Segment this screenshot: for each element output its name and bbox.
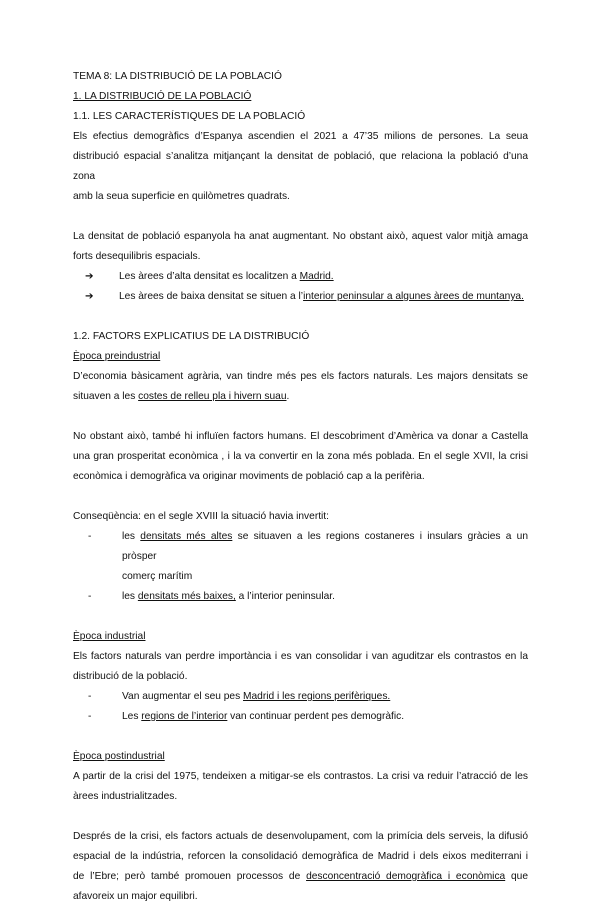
underlined-text: densitats més altes	[140, 531, 233, 542]
list-item	[85, 287, 528, 307]
underlined-text: regions de l’interior	[141, 711, 228, 722]
list-item	[88, 527, 528, 587]
consequence-text: Conseqüència: en el segle XVIII la situació havia invertit:	[73, 511, 329, 522]
dash-bullet-icon: -	[88, 691, 92, 702]
text-line: afavoreix un major equilibri.	[73, 891, 198, 902]
epoch-heading-preindustrial: Època preindustrial	[73, 351, 161, 362]
list-item-text: Les àrees de baixa densitat se situen a l’	[119, 291, 304, 302]
text-line: Els factors naturals van perdre importància i es van consolidar i van aguditzar els contrastos en la	[73, 651, 528, 662]
text-line: D’economia bàsicament agrària, van tindre més pes els factors naturals. Les majors densitats se	[73, 371, 528, 382]
text-line: econòmica i demogràfica va originar moviments de població cap a la perifèria.	[73, 471, 425, 482]
text-fragment: situaven a les	[73, 391, 139, 402]
paragraph-density	[73, 227, 528, 267]
text-line: amb la seua superficie en quilòmetres quadrats.	[73, 191, 290, 202]
list-item	[85, 267, 528, 287]
text-line: distribució de la població.	[73, 671, 188, 682]
text-line: àrees industrialitzades.	[73, 791, 178, 802]
epoch-heading-industrial: Època industrial	[73, 631, 146, 642]
text-fragment: van continuar perdent pes demogràfic.	[227, 711, 405, 722]
text-fragment: se situaven a les regions costaneres i insulars gràcies a un pròsper	[122, 531, 529, 562]
text-fragment: Van augmentar el seu pes	[122, 691, 244, 702]
text-fragment: .	[286, 391, 290, 402]
text-line: A partir de la crisi del 1975, tendeixen a mitigar-se els contrastos. La crisi va reduir l’atracció de les	[73, 771, 528, 782]
dash-bullet-icon: -	[88, 531, 92, 542]
paragraph-after-crisis	[73, 827, 528, 907]
list-item	[88, 687, 528, 707]
text-fragment: a l’interior peninsular.	[235, 591, 335, 602]
text-line	[73, 867, 528, 887]
underlined-text: densitats més baixes,	[137, 591, 236, 602]
document-title: TEMA 8: LA DISTRIBUCIÓ DE LA POBLACIÓ	[73, 71, 282, 82]
text-line	[122, 527, 528, 567]
dash-list	[73, 527, 528, 607]
text-line: Els efectius demogràfics d’Espanya ascendien el 2021 a 47’35 milions de persones. La seua	[73, 131, 528, 142]
text-fragment: les	[122, 531, 141, 542]
arrow-list	[73, 267, 528, 307]
text-fragment: de l’Ebre; però també promouen processos de	[73, 871, 307, 882]
arrow-bullet-icon: ➔	[85, 291, 94, 302]
paragraph-industrial	[73, 647, 528, 687]
paragraph-postindustrial	[73, 767, 528, 807]
text-line	[73, 387, 528, 407]
dash-bullet-icon: -	[88, 711, 92, 722]
underlined-text: Madrid.	[299, 271, 334, 282]
text-line: La densitat de població espanyola ha anat augmentant. No obstant això, aquest valor mitjà amaga	[73, 231, 528, 242]
underlined-text: interior peninsular a algunes àrees de muntanya.	[303, 291, 524, 302]
text-fragment: les	[122, 591, 138, 602]
text-line: Després de la crisi, els factors actuals de desenvolupament, com la primícia dels serveis, la difusió	[73, 831, 528, 842]
text-line: espacial de la indústria, reforcen la consolidació demogràfica de Madrid i dels eixos mediterrani i	[73, 851, 528, 862]
section-heading-1: 1. LA DISTRIBUCIÓ DE LA POBLACIÓ	[73, 91, 252, 102]
text-line: distribució espacial s’analitza mitjançant la densitat de població, que relaciona la població d’una zona	[73, 151, 528, 182]
subsection-heading-1-2: 1.2. FACTORS EXPLICATIUS DE LA DISTRIBUCIÓ	[73, 331, 310, 342]
underlined-text: Madrid i les regions perifèriques.	[243, 691, 391, 702]
list-item	[88, 707, 528, 727]
text-fragment: Les	[122, 711, 142, 722]
text-fragment: que	[505, 871, 528, 882]
document-body	[73, 67, 528, 907]
underlined-text: desconcentració demogràfica i econòmica	[306, 871, 506, 882]
paragraph-human-factors	[73, 427, 528, 487]
underlined-text: costes de relleu pla i hivern suau	[138, 391, 287, 402]
arrow-bullet-icon: ➔	[85, 271, 94, 282]
text-line: forts desequilibris espacials.	[73, 251, 201, 262]
paragraph-preindustrial	[73, 367, 528, 407]
dash-list	[73, 687, 528, 727]
text-line: una gran prosperitat econòmica , i la va convertir en la zona més poblada. En el segle XVII, la crisi	[73, 451, 528, 462]
list-item	[88, 587, 528, 607]
list-item-text: Les àrees d’alta densitat es localitzen a	[119, 271, 300, 282]
text-line: No obstant això, també hi influïen factors humans. El descobriment d’Amèrica va donar a Castella	[73, 431, 528, 442]
dash-bullet-icon: -	[88, 591, 92, 602]
epoch-heading-postindustrial: Època postindustrial	[73, 751, 165, 762]
subsection-heading-1-1: 1.1. LES CARACTERÍSTIQUES DE LA POBLACIÓ	[73, 111, 306, 122]
paragraph-population-effectives	[73, 127, 528, 207]
text-line: comerç marítim	[122, 571, 193, 582]
